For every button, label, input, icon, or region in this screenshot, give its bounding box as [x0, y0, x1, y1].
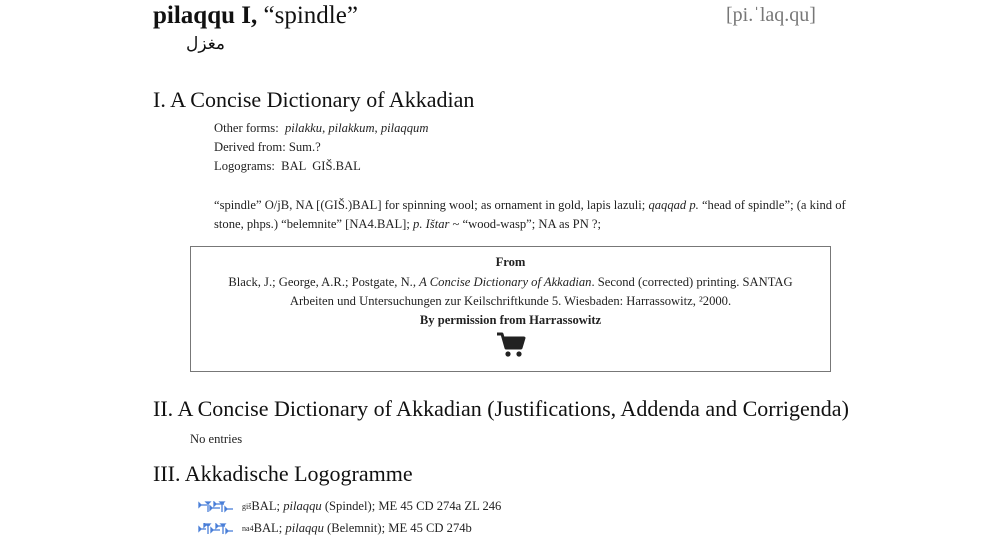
- headword-lemma: pilaqqu I,: [153, 2, 258, 29]
- determinative-index: 4: [249, 524, 254, 533]
- definition-italic: p. Ištar: [413, 217, 450, 231]
- logograms-value: BAL GIŠ.BAL: [281, 159, 361, 173]
- arabic-translation: مغزل: [186, 34, 226, 54]
- source-from-label: From: [495, 255, 526, 269]
- derived-from-label: Derived from:: [214, 140, 286, 154]
- logogram-sign: BAL: [251, 499, 277, 513]
- derived-from-line: [214, 140, 321, 155]
- phonetic-transcription: [pi.ˈlaq.qu]: [726, 4, 816, 26]
- definition-part: ~ “wood-wasp”; NA as PN ?;: [449, 217, 602, 231]
- determinative: giš: [242, 502, 252, 511]
- citation-authors: Black, J.; George, A.R.; Postgate, N.,: [228, 275, 420, 289]
- section-heading-cda-addenda: II. A Concise Dictionary of Akkadian (Justifications, Addenda and Corrigenda): [153, 396, 849, 421]
- definition-part: “spindle” O/jB, NA [(GIŠ.)BAL] for spinning wool; as ornament in gold, lapis lazuli;: [214, 198, 649, 212]
- headword-gloss: “spindle”: [263, 2, 358, 29]
- logogram-separator: ;: [278, 521, 286, 535]
- headword: [153, 2, 358, 30]
- citation-details: . Second (corrected) printing. SANTAG Arbeiten und Untersuchungen zur Keilschriftkunde 5. Wiesbaden: Harrassowitz, ²2000.: [289, 275, 793, 308]
- shopping-cart-icon[interactable]: [496, 332, 526, 362]
- logogram-detail: (Spindel); ME 45 CD 274a ZL 246: [321, 499, 502, 513]
- other-form: pilaqqum: [380, 121, 429, 135]
- definition-part: “head of spindle”; (a kind of stone, phps.) “belemnite” [NA4.BAL];: [214, 198, 846, 231]
- logograms-label: Logograms:: [214, 159, 275, 173]
- logogram-detail: (Belemnit); ME 45 CD 274b: [323, 521, 472, 535]
- other-form: pilakkum: [328, 121, 375, 135]
- logogram-word: pilaqqu: [285, 521, 324, 535]
- other-forms-separator: ,: [374, 121, 381, 135]
- cuneiform-sign-icon: [198, 501, 234, 513]
- other-form: pilakku: [285, 121, 323, 135]
- logogram-row: [198, 499, 501, 514]
- other-forms-label: Other forms:: [214, 121, 279, 135]
- logogram-separator: ;: [276, 499, 284, 513]
- permission-notice: By permission from Harrassowitz: [419, 313, 602, 327]
- definition-italic: qaqqad p.: [648, 198, 699, 212]
- determinative: na: [242, 524, 250, 533]
- definition-text: [214, 196, 854, 234]
- source-box: [190, 246, 831, 372]
- other-forms-line: [214, 121, 428, 136]
- derived-from-value: Sum.?: [288, 140, 321, 154]
- cuneiform-sign-icon: [198, 523, 234, 535]
- logogram-sign: BAL: [253, 521, 279, 535]
- logogram-row: [198, 521, 472, 536]
- citation-title: A Concise Dictionary of Akkadian: [419, 275, 592, 289]
- other-forms-separator: ,: [322, 121, 329, 135]
- source-citation: [207, 273, 814, 311]
- logogram-word: pilaqqu: [283, 499, 322, 513]
- no-entries-text: No entries: [190, 432, 243, 446]
- section-heading-logogramme: III. Akkadische Logogramme: [153, 461, 413, 486]
- logograms-line: [214, 159, 361, 174]
- section-heading-cda: I. A Concise Dictionary of Akkadian: [153, 87, 475, 112]
